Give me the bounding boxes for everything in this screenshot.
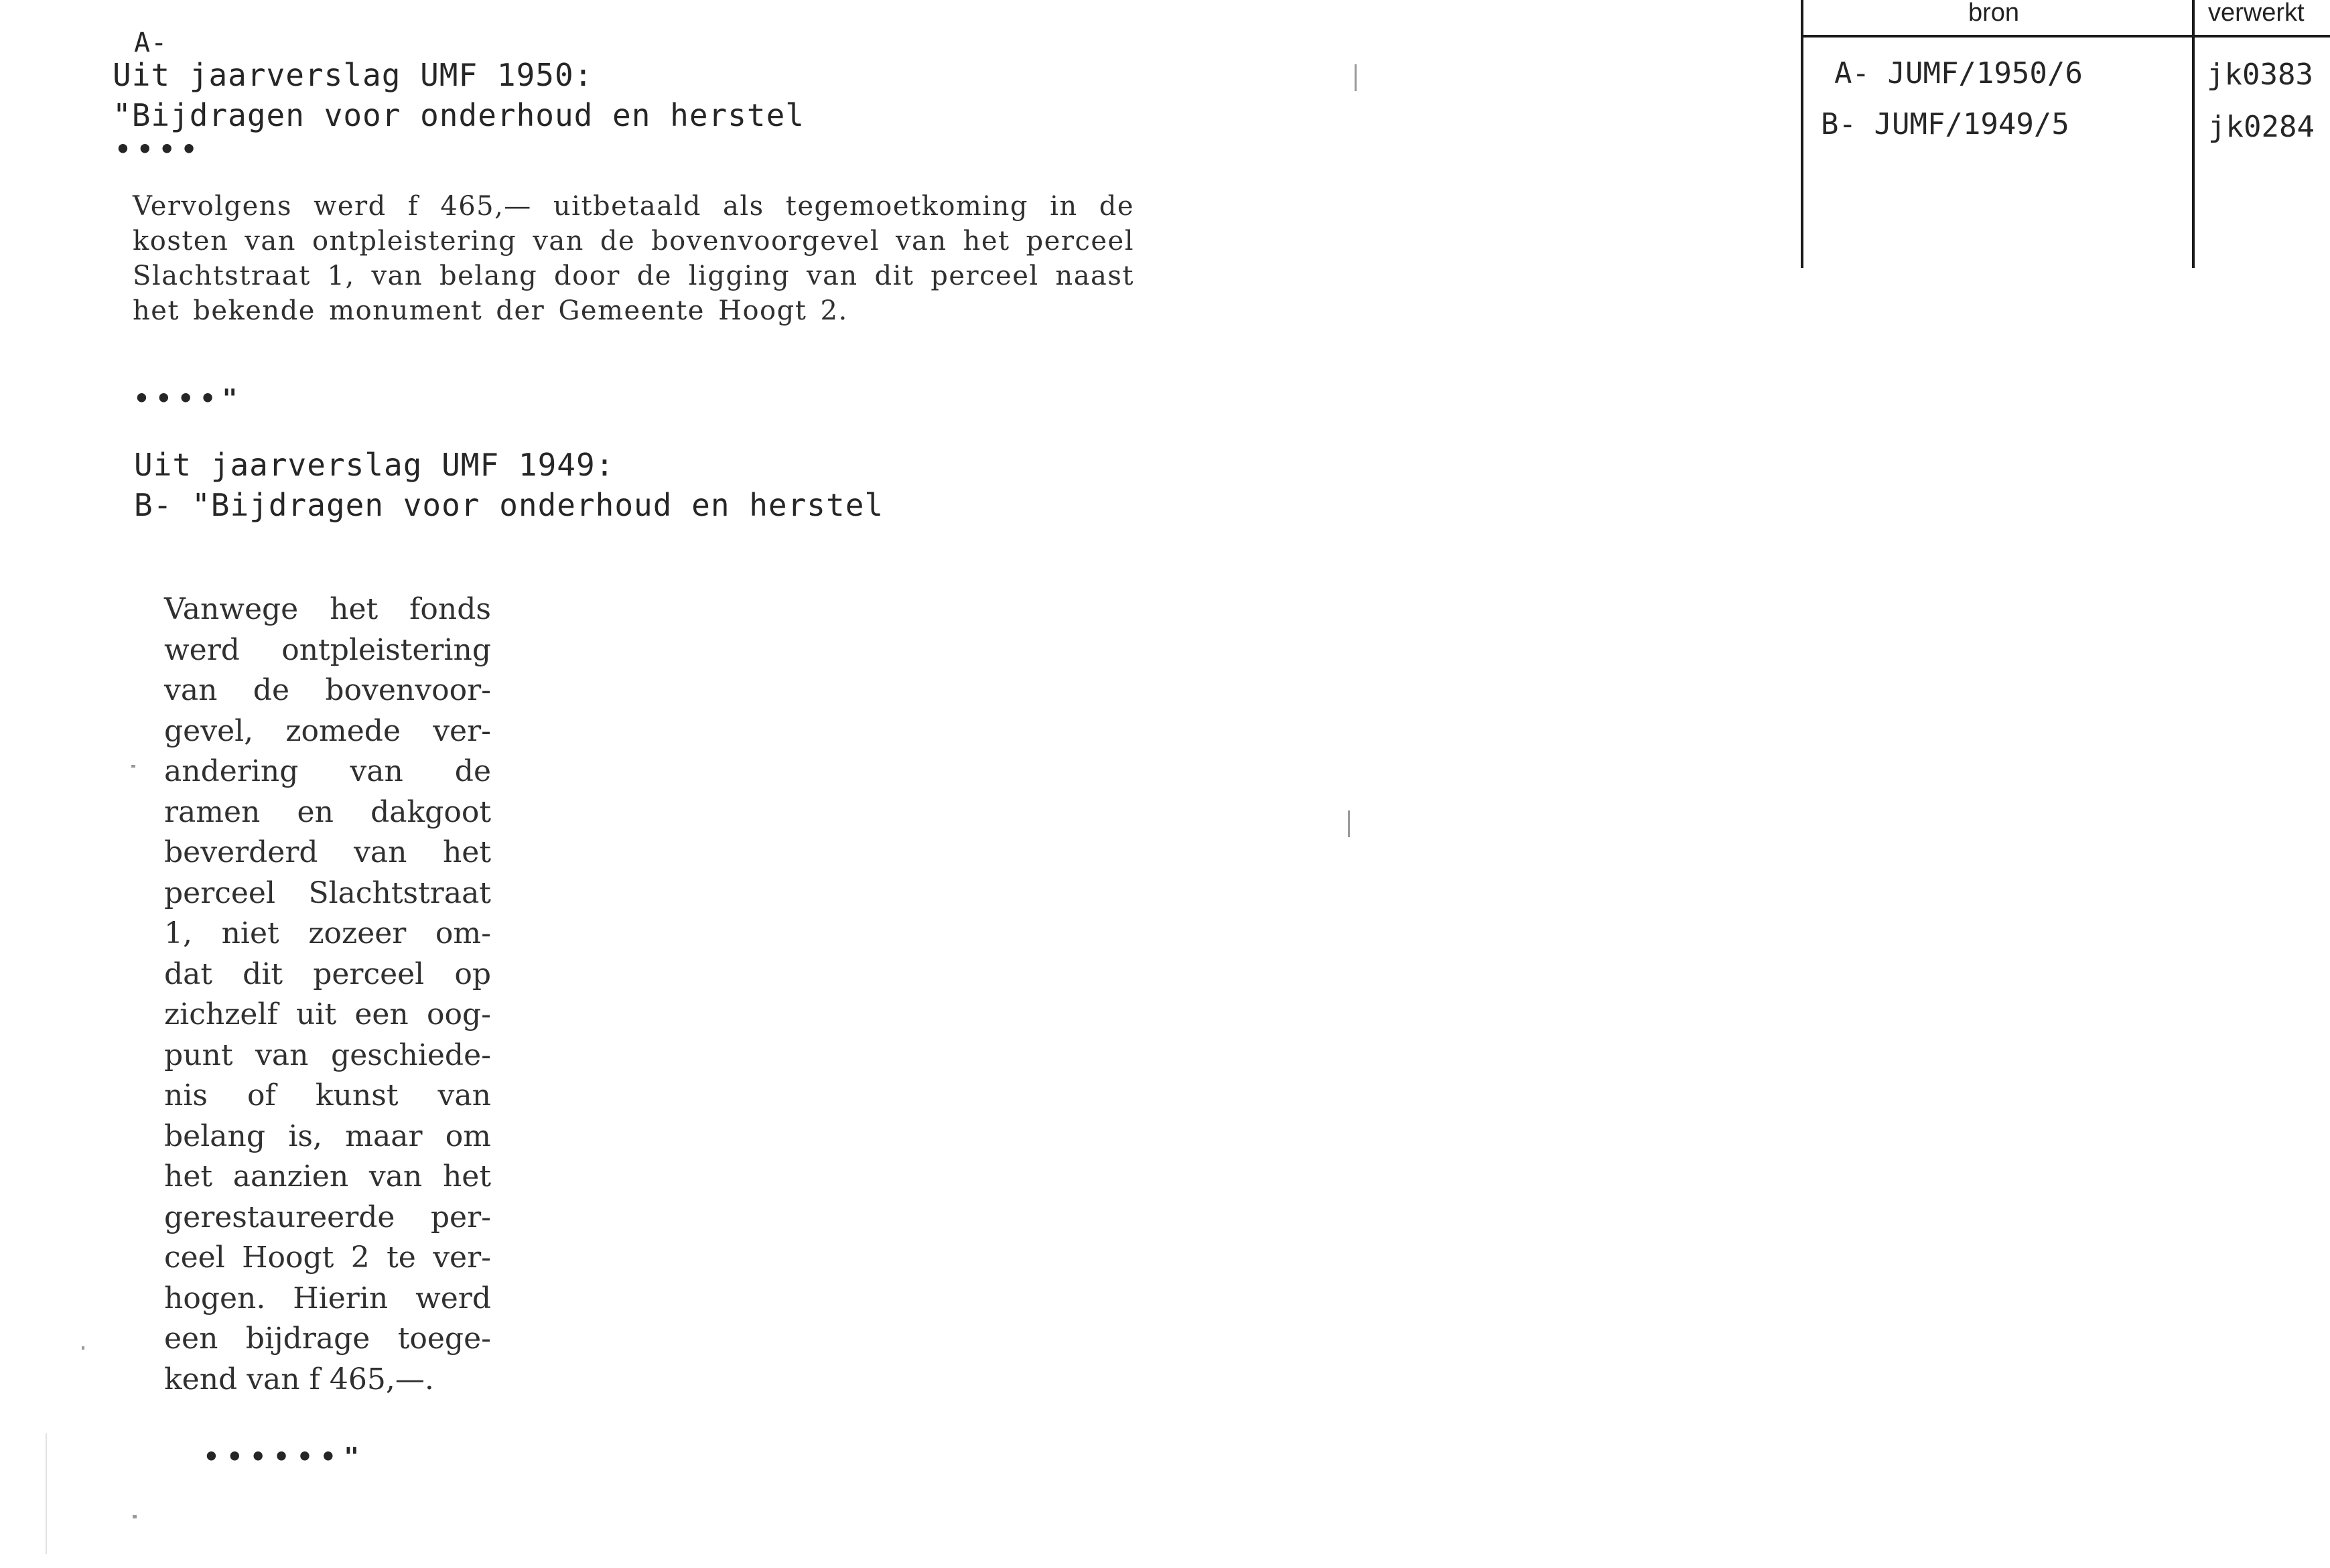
clipping-line: perceel Slachtstraat bbox=[164, 875, 491, 910]
table-rule-left bbox=[1801, 0, 1803, 268]
clipping-line: gevel, zomede ver- bbox=[164, 713, 491, 748]
section-a-ellipsis-bottom: ••••" bbox=[134, 384, 245, 413]
table-rule-middle bbox=[2192, 0, 2195, 268]
scan-speck bbox=[1348, 810, 1350, 837]
clipping-line: nis of kunst van bbox=[164, 1078, 491, 1113]
clipping-line: het aanzien van het bbox=[164, 1159, 491, 1194]
clipping-line: een bijdrage toege- bbox=[164, 1322, 491, 1356]
clipping-line: werd ontpleistering bbox=[164, 632, 491, 667]
clipping-line: belang is, maar om bbox=[164, 1119, 491, 1153]
clipping-line: beverderd van het bbox=[164, 835, 491, 869]
section-a-heading-line2: "Bijdragen voor onderhoud en herstel bbox=[113, 97, 805, 133]
section-a-label: A- bbox=[134, 27, 168, 58]
scan-edge-shadow bbox=[46, 1433, 47, 1554]
clipping-line: ramen en dakgoot bbox=[164, 794, 491, 829]
clipping-line: Vanwege het fonds bbox=[164, 592, 491, 626]
section-b-ellipsis-bottom: ••••••" bbox=[204, 1442, 368, 1472]
column-header-bron: bron bbox=[1968, 0, 2020, 27]
clipping-line: ceel Hoogt 2 te ver- bbox=[164, 1240, 491, 1275]
section-a-heading-line1: Uit jaarverslag UMF 1950: bbox=[113, 57, 594, 93]
clipping-line: zichzelf uit een oog- bbox=[164, 997, 491, 1031]
clipping-line: van de bovenvoor- bbox=[164, 673, 491, 707]
section-a-clipping-paragraph: Vervolgens werd f 465,— uitbetaald als tegemoetkoming in de kosten van ontpleistering van de bovenvoorgevel van het perceel Slachtstraat 1, van belang door de ligging van dit perceel naast het bekende monument der Gemeente Hoogt 2. bbox=[133, 191, 1134, 326]
clipping-line: dat dit perceel op bbox=[164, 956, 491, 991]
table-cell-verwerkt: jk0383 bbox=[2207, 58, 2313, 92]
clipping-line: 1, niet zozeer om- bbox=[164, 916, 491, 950]
column-header-verwerkt: verwerkt bbox=[2208, 0, 2305, 27]
clipping-line: kend van f 465,—. bbox=[164, 1362, 434, 1397]
section-b-heading-line1: Uit jaarverslag UMF 1949: bbox=[134, 447, 615, 483]
clipping-line: gerestaureerde per- bbox=[164, 1200, 491, 1234]
table-cell-verwerkt: jk0284 bbox=[2208, 110, 2315, 144]
scan-speck bbox=[82, 1346, 84, 1350]
table-cell-bron: A- JUMF/1950/6 bbox=[1834, 56, 2083, 90]
section-b-heading-line2: B- "Bijdragen voor onderhoud en herstel bbox=[134, 487, 884, 523]
source-table bbox=[1801, 0, 2330, 268]
scan-speck bbox=[133, 1515, 137, 1518]
clipping-line: punt van geschiede- bbox=[164, 1038, 491, 1072]
table-cell-bron: B- JUMF/1949/5 bbox=[1821, 107, 2069, 141]
table-header-rule bbox=[1801, 35, 2330, 38]
scan-speck bbox=[131, 765, 135, 768]
section-a-ellipsis-top: •••• bbox=[115, 135, 204, 164]
section-b-clipping-column bbox=[164, 589, 491, 1400]
clipping-line: hogen. Hierin werd bbox=[164, 1281, 491, 1315]
clipping-line: andering van de bbox=[164, 754, 491, 788]
scan-speck bbox=[1355, 64, 1357, 91]
